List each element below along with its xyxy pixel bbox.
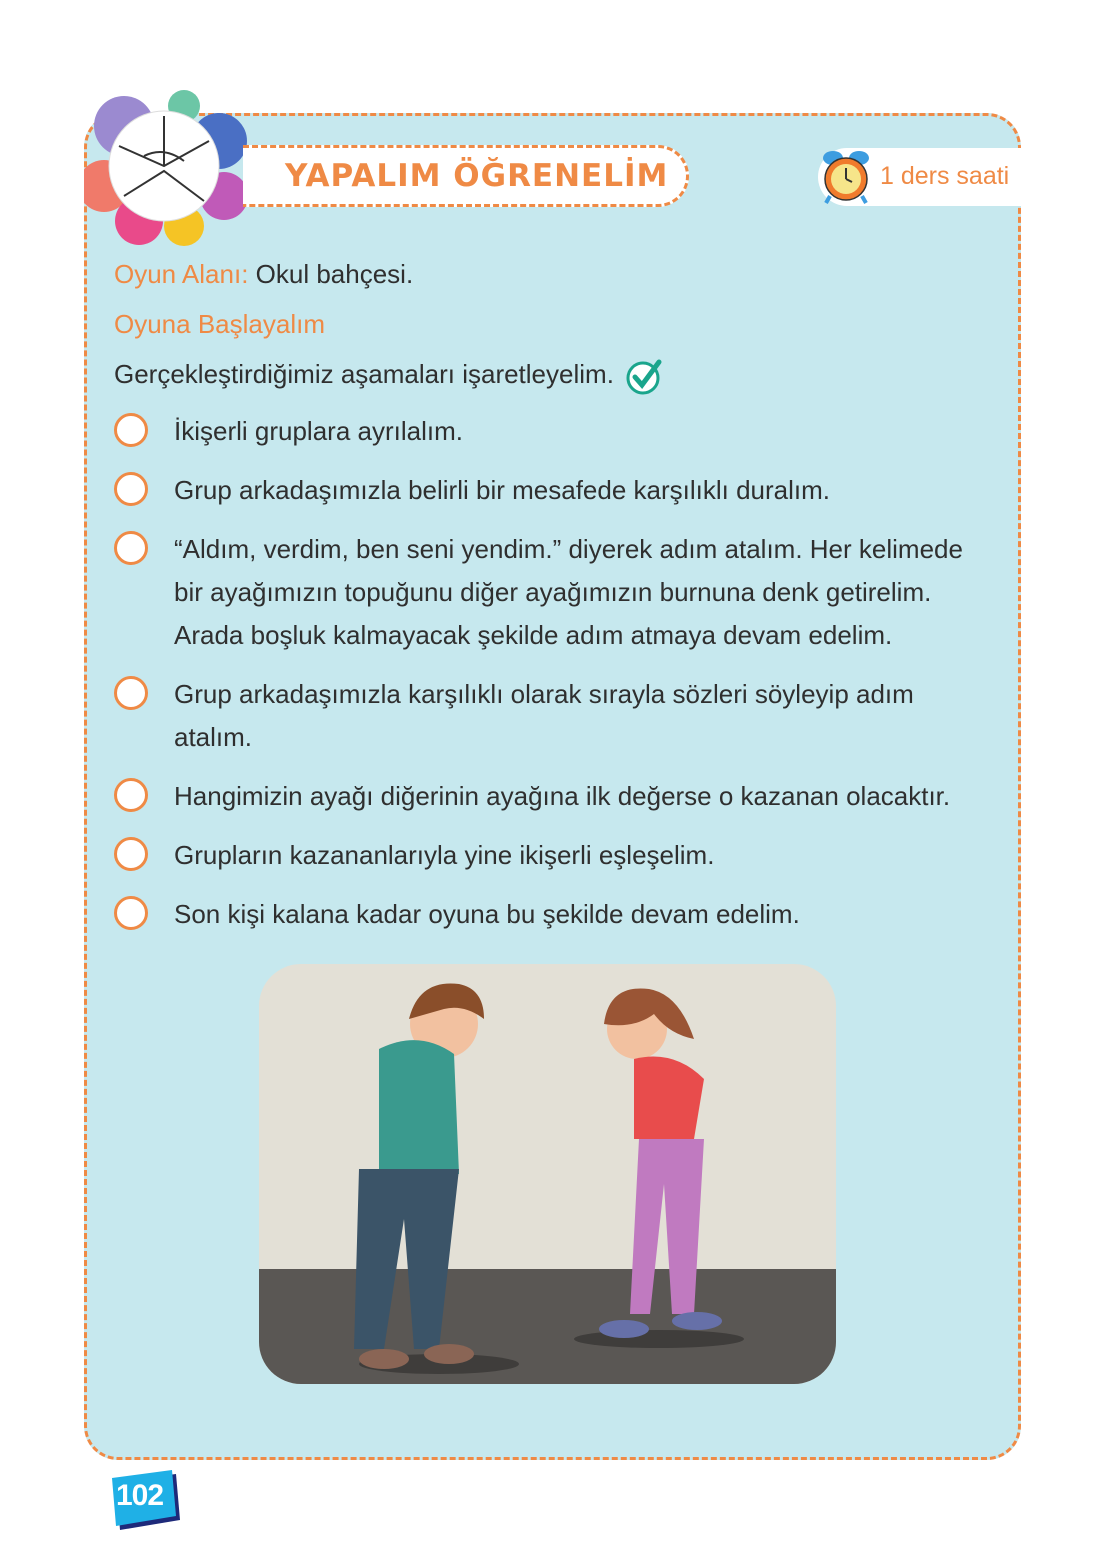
step-checkbox[interactable] bbox=[114, 778, 148, 812]
step-text: Grupların kazananlarıyla yine ikişerli eşleşelim. bbox=[174, 840, 715, 871]
activity-panel bbox=[84, 113, 1021, 1460]
checkmark-icon bbox=[625, 356, 665, 396]
children-playing-illustration bbox=[259, 964, 836, 1384]
step-item[interactable] bbox=[114, 834, 998, 877]
step-item[interactable] bbox=[114, 469, 998, 512]
location-value: Okul bahçesi. bbox=[255, 259, 414, 289]
step-checkbox[interactable] bbox=[114, 531, 148, 565]
step-checkbox[interactable] bbox=[114, 896, 148, 930]
location-line bbox=[114, 254, 998, 294]
teamwork-hands-icon bbox=[84, 86, 264, 246]
section-title: Oyuna Başlayalım bbox=[114, 309, 325, 339]
step-text: İkişerli gruplara ayrılalım. bbox=[174, 416, 463, 447]
step-item[interactable] bbox=[114, 893, 998, 936]
step-text: Son kişi kalana kadar oyuna bu şekilde devam edelim. bbox=[174, 899, 800, 930]
step-item[interactable] bbox=[114, 673, 998, 759]
step-checkbox[interactable] bbox=[114, 676, 148, 710]
step-text: “Aldım, verdim, ben seni yendim.” diyerek adım atalım. Her kelimede bir ayağımızın topuğunu diğer ayağımızın burnuna denk getirelim. Arada boşluk kalmayacak şekilde adım atmaya devam edelim. bbox=[174, 534, 963, 651]
steps-list bbox=[114, 410, 998, 936]
page-number-container bbox=[106, 1470, 184, 1532]
page-number: 102 bbox=[116, 1479, 164, 1512]
page-title: YAPALIM ÖĞRENELİM bbox=[285, 158, 669, 194]
step-text: Hangimizin ayağı diğerinin ayağına ilk değerse o kazanan olacaktır. bbox=[174, 781, 951, 812]
step-item[interactable] bbox=[114, 410, 998, 453]
step-text: Grup arkadaşımızla belirli bir mesafede karşılıklı duralım. bbox=[174, 475, 831, 506]
duration-label: 1 ders saati bbox=[880, 162, 1010, 190]
location-label: Oyun Alanı: bbox=[114, 259, 249, 289]
alarm-clock-icon bbox=[818, 146, 874, 206]
instruction-line bbox=[114, 354, 998, 396]
step-item[interactable] bbox=[114, 775, 998, 818]
instruction-text: Gerçekleştirdiğimiz aşamaları işaretleyelim. bbox=[114, 359, 614, 389]
step-checkbox[interactable] bbox=[114, 472, 148, 506]
step-text: Grup arkadaşımızla karşılıklı olarak sırayla sözleri söyleyip adım atalım. bbox=[174, 679, 914, 753]
step-checkbox[interactable] bbox=[114, 413, 148, 447]
step-item[interactable] bbox=[114, 528, 998, 657]
step-checkbox[interactable] bbox=[114, 837, 148, 871]
